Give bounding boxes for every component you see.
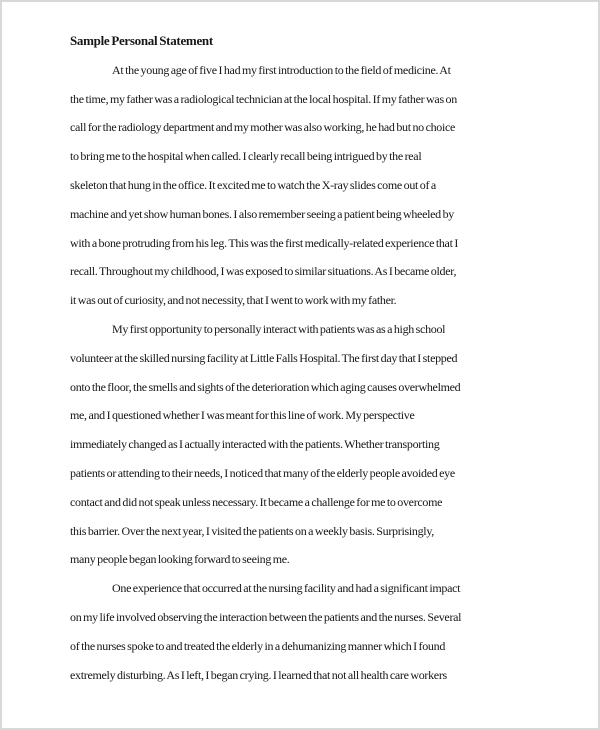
document-content	[2, 2, 598, 689]
text-line: this barrier. Over the next year, I visited the patients on a weekly basis. Surprisingly,	[70, 523, 434, 538]
text-line: to bring me to the hospital when called. I clearly recall being intrigued by the real	[70, 149, 422, 164]
text-line: patients or attending to their needs, I noticed that many of the elderly people avoided eye	[70, 465, 455, 480]
text-line: immediately changed as I actually interacted with the patients. Whether transporting	[70, 437, 440, 452]
text-line: me, and I questioned whether I was meant for this line of work. My perspective	[70, 408, 415, 423]
paragraph-3	[70, 574, 598, 689]
text-line: extremely disturbing. As I left, I began crying. I learned that not all health care workers	[70, 667, 447, 682]
text-line: skeleton that hung in the office. It excited me to watch the X-ray slides come out of a	[70, 177, 436, 192]
text-line: it was out of curiosity, and not necessity, that I went to work with my father.	[70, 293, 397, 308]
text-line: call for the radiology department and my mother was also working, he had but no choice	[70, 120, 456, 135]
text-line: of the nurses spoke to and treated the elderly in a dehumanizing manner which I found	[70, 638, 446, 653]
text-line: onto the floor, the smells and sights of the deterioration which aging causes overwhelmed	[70, 379, 461, 394]
paragraph-2	[70, 315, 598, 574]
text-line: volunteer at the skilled nursing facility at Little Falls Hospital. The first day that I stepped	[70, 350, 458, 365]
text-line: One experience that occurred at the nursing facility and had a significant impact	[112, 581, 461, 596]
document-title: Sample Personal Statement	[70, 33, 213, 48]
text-line: recall. Throughout my childhood, I was exposed to similar situations. As I became older,	[70, 264, 457, 279]
paragraph-1	[70, 56, 598, 315]
text-line: the time, my father was a radiological technician at the local hospital. If my father was on	[70, 91, 457, 106]
text-line: machine and yet show human bones. I also remember seeing a patient being wheeled by	[70, 206, 454, 221]
text-line: on my life involved observing the interaction between the patients and the nurses. Several	[70, 609, 462, 624]
text-line: My first opportunity to personally interact with patients was as a high school	[112, 321, 446, 336]
text-line: At the young age of five I had my first introduction to the field of medicine. At	[112, 62, 451, 77]
text-line: many people began looking forward to seeing me.	[70, 552, 290, 567]
text-line: contact and did not speak unless necessary. It became a challenge for me to overcome	[70, 494, 443, 509]
text-line: with a bone protruding from his leg. This was the first medically-related experience that I	[70, 235, 459, 250]
